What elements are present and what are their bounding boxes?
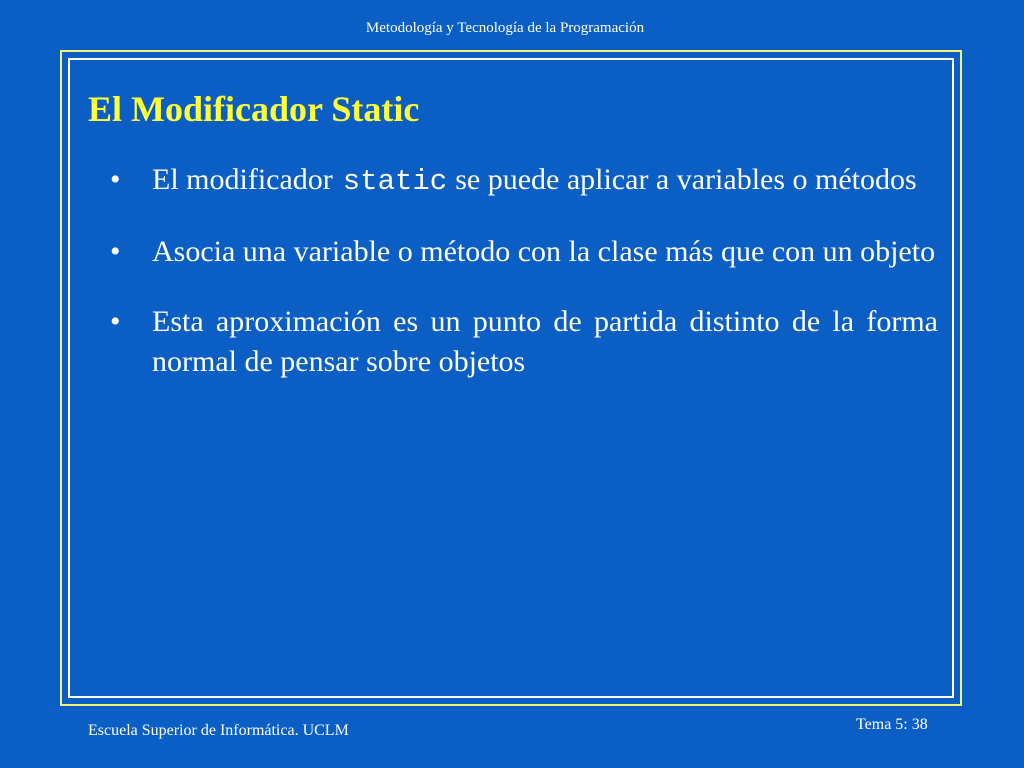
bullet-item: [108, 232, 938, 272]
bullet-dot-icon: •: [110, 235, 121, 268]
footer-page-number: Tema 5: 38: [856, 716, 928, 733]
bullet-list: [108, 160, 938, 412]
slide-title: El Modificador Static: [88, 89, 420, 129]
bullet-dot-icon: •: [110, 163, 121, 196]
bullet-dot-icon: •: [110, 305, 121, 338]
bullet-text: Esta aproximación es un punto de partida distinto de la forma normal de pensar sobre objetos: [152, 305, 938, 378]
bullet-text-before-code: El modificador: [152, 163, 333, 196]
footer-institution: Escuela Superior de Informática. UCLM: [88, 722, 349, 739]
course-title-header: Metodología y Tecnología de la Programación: [365, 20, 645, 36]
code-keyword: static: [342, 165, 448, 198]
bullet-item: [108, 160, 938, 202]
bullet-text: Asocia una variable o método con la clase más que con un objeto: [152, 235, 936, 268]
bullet-item: [108, 302, 938, 382]
bullet-text-after-code: se puede aplicar a variables o métodos: [455, 163, 917, 196]
